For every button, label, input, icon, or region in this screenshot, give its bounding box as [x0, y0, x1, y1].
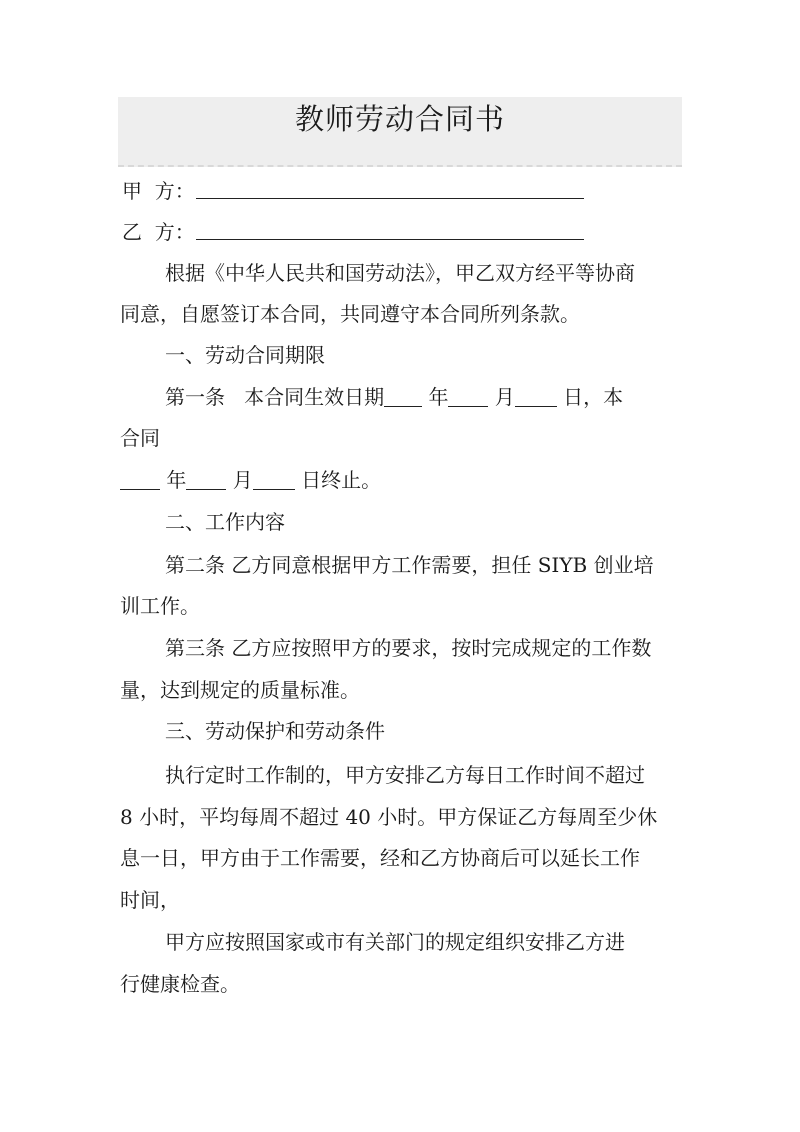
party-b-label: 乙 方： [122, 220, 195, 244]
intro-line-2: 同意，自愿签订本合同，共同遵守本合同所列条款。 [120, 302, 580, 326]
section-3-heading: 三、劳动保护和劳动条件 [165, 719, 385, 743]
para-4-line-3: 息一日，甲方由于工作需要，经和乙方协商后可以延长工作 [120, 846, 640, 870]
end-year-label: 年 [166, 468, 187, 492]
article-1-line-1 [165, 382, 685, 412]
end-year-blank [120, 467, 160, 490]
article-1-prefix: 第一条 本合同生效日期 [165, 385, 385, 409]
article-3-line-1: 第三条 乙方应按照甲方的要求，按时完成规定的工作数 [165, 636, 652, 660]
para-5-line-1: 甲方应按照国家或市有关部门的规定组织安排乙方进 [165, 930, 625, 954]
para-4-line-4: 时间， [120, 888, 180, 912]
para-4-line-2: 8 小时，平均每周不超过 40 小时。甲方保证乙方每周至少休 [120, 805, 658, 829]
start-year-blank [384, 384, 422, 407]
end-month-blank [186, 467, 226, 490]
end-day-blank [253, 467, 295, 490]
article-1-line-3 [120, 465, 680, 495]
start-month-label: 月 [494, 385, 515, 409]
article-2-line-1: 第二条 乙方同意根据甲方工作需要，担任 SIYB 创业培 [165, 553, 654, 577]
start-day-blank [515, 384, 557, 407]
end-month-label: 月 [232, 468, 253, 492]
section-1-heading: 一、劳动合同期限 [165, 343, 325, 367]
document-title: 教师劳动合同书 [294, 102, 505, 136]
section-2-heading: 二、工作内容 [165, 510, 285, 534]
start-month-blank [448, 384, 488, 407]
para-4-line-1: 执行定时工作制的，甲方安排乙方每日工作时间不超过 [165, 763, 645, 787]
intro-line-1: 根据《中华人民共和国劳动法》，甲乙双方经平等协商 [165, 261, 635, 285]
article-3-line-2: 量，达到规定的质量标准。 [120, 678, 360, 702]
start-year-label: 年 [428, 385, 449, 409]
article-1-line-2: 合同 [120, 426, 160, 450]
article-2-line-2: 训工作。 [120, 594, 200, 618]
party-b-signature-line [196, 239, 584, 240]
start-day-label: 日，本 [563, 385, 624, 409]
party-a-signature-line [196, 198, 584, 199]
para-5-line-2: 行健康检查。 [120, 972, 240, 996]
party-a-label: 甲 方： [122, 179, 195, 203]
end-day-label: 日终止。 [301, 468, 382, 492]
